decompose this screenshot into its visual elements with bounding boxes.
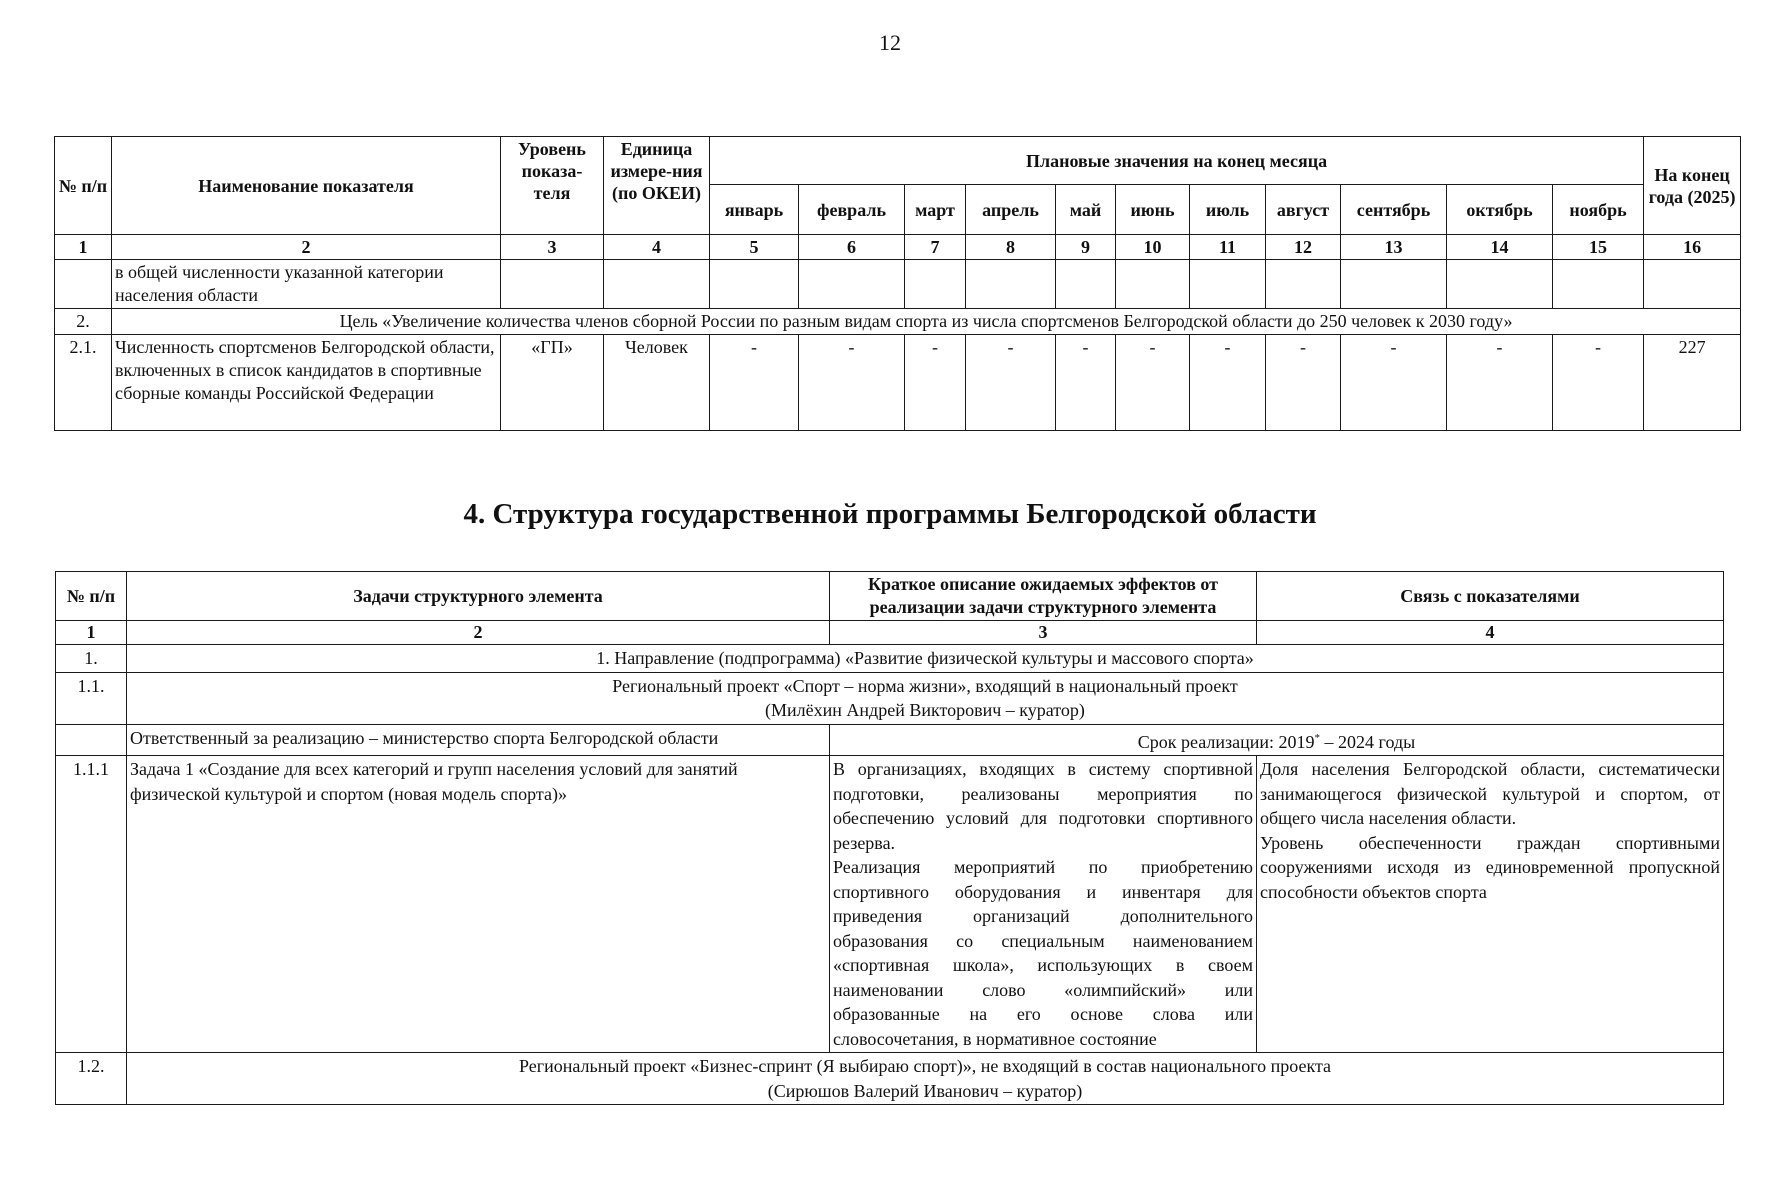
project2-text — [127, 1053, 1724, 1105]
month-value: - — [1190, 335, 1266, 431]
column-number: 13 — [1341, 235, 1447, 260]
cell-empty — [1644, 260, 1741, 309]
effect-paragraph: Реализация мероприятий по приобретению спортивного оборудования и инвентаря для приведения организаций дополнительного образования со специальным наименованием «спортивная школа», использующих в своем наименовании слово «олимпийский» или образованные на его основе слова или словосочетания, в нормативное состояние — [833, 857, 1253, 1049]
indicators-table — [54, 136, 1741, 431]
column-number: 16 — [1644, 235, 1741, 260]
project-num: 1.1. — [56, 672, 127, 724]
cell-empty — [1116, 260, 1190, 309]
column-number: 3 — [501, 235, 604, 260]
header-month: ноябрь — [1553, 185, 1644, 235]
indicator-unit: Человек — [604, 335, 710, 431]
project-title: Региональный проект «Спорт – норма жизни», входящий в национальный проект — [612, 675, 1238, 696]
column-number: 3 — [830, 621, 1257, 645]
indicator-name: в общей численности указанной категории населения области — [112, 260, 501, 309]
task-text: Задача 1 «Создание для всех категорий и групп населения условий для занятий физической культурой и спортом (новая модель спорта)» — [127, 756, 830, 1053]
project2-curator: (Сирюшов Валерий Иванович – куратор) — [767, 1080, 1083, 1101]
cell-empty — [905, 260, 966, 309]
header-month: апрель — [966, 185, 1056, 235]
header-month: июль — [1190, 185, 1266, 235]
cell-empty — [1190, 260, 1266, 309]
cell-empty — [799, 260, 905, 309]
month-value: - — [1341, 335, 1447, 431]
link-paragraph: Уровень обеспеченности граждан спортивными сооружениями исходя из единовременной пропускной способности объектов спорта — [1260, 832, 1720, 902]
header-effects: Краткое описание ожидаемых эффектов от реализации задачи структурного элемента — [830, 572, 1257, 621]
cell-empty — [1553, 260, 1644, 309]
column-number: 5 — [710, 235, 799, 260]
indicator-num: 2.1. — [55, 335, 112, 431]
header-num: № п/п — [55, 137, 112, 235]
goal-row — [55, 309, 1741, 335]
column-number: 8 — [966, 235, 1056, 260]
continuation-row — [55, 260, 1741, 309]
task-row — [56, 756, 1724, 1053]
project-curator: (Милёхин Андрей Викторович – куратор) — [765, 700, 1085, 720]
column-number: 1 — [55, 235, 112, 260]
goal-num: 2. — [55, 309, 112, 335]
header-month: май — [1056, 185, 1116, 235]
direction-text: 1. Направление (подпрограмма) «Развитие физической культуры и массового спорта» — [127, 645, 1724, 673]
column-number: 9 — [1056, 235, 1116, 260]
indicator-level: «ГП» — [501, 335, 604, 431]
project2-row — [56, 1053, 1724, 1105]
term-prefix: Срок реализации: 2019 — [1137, 731, 1315, 752]
column-number: 2 — [112, 235, 501, 260]
column-number: 15 — [1553, 235, 1644, 260]
goal-text: Цель «Увеличение количества членов сборной России по разным видам спорта из числа спортсменов Белгородской области до 250 человек к 2030 году» — [112, 309, 1741, 335]
header-unit: Единица измере-ния (по ОКЕИ) — [604, 137, 710, 235]
month-value: - — [710, 335, 799, 431]
cell-empty — [55, 260, 112, 309]
month-value: - — [1266, 335, 1341, 431]
column-number: 12 — [1266, 235, 1341, 260]
header-tasks: Задачи структурного элемента — [127, 572, 830, 621]
cell-empty — [56, 724, 127, 756]
term-footnote-mark: * — [1314, 731, 1321, 744]
indicator-row — [55, 335, 1741, 431]
effect-paragraph: В организациях, входящих в систему спортивной подготовки, реализованы мероприятия по обеспечению условий для подготовки спортивного резерва. — [833, 759, 1253, 853]
header-month: март — [905, 185, 966, 235]
cell-empty — [710, 260, 799, 309]
header-month: сентябрь — [1341, 185, 1447, 235]
cell-empty — [966, 260, 1056, 309]
structure-table — [55, 571, 1724, 1105]
cell-empty — [1056, 260, 1116, 309]
header-month: июнь — [1116, 185, 1190, 235]
header-year-end: На конец года (2025) — [1644, 137, 1741, 235]
header-level: Уровень показа-теля — [501, 137, 604, 235]
project-text — [127, 672, 1724, 724]
responsible-text: Ответственный за реализацию – министерство спорта Белгородской области — [127, 724, 830, 756]
term-suffix: – 2024 годы — [1320, 731, 1416, 752]
project2-num: 1.2. — [56, 1053, 127, 1105]
term-text — [830, 724, 1724, 756]
column-number: 7 — [905, 235, 966, 260]
year-end-value: 227 — [1644, 335, 1741, 431]
column-number: 2 — [127, 621, 830, 645]
header-name: Наименование показателя — [112, 137, 501, 235]
section-title: 4. Структура государственной программы Белгородской области — [463, 498, 1317, 530]
page-number: 12 — [879, 30, 901, 55]
month-value: - — [1553, 335, 1644, 431]
month-value: - — [799, 335, 905, 431]
column-number: 1 — [56, 621, 127, 645]
month-value: - — [1116, 335, 1190, 431]
header-num: № п/п — [56, 572, 127, 621]
column-number: 4 — [604, 235, 710, 260]
header-link: Связь с показателями — [1257, 572, 1724, 621]
header-planned: Плановые значения на конец месяца — [710, 137, 1644, 185]
header-month: февраль — [799, 185, 905, 235]
responsible-row — [56, 724, 1724, 756]
month-value: - — [1056, 335, 1116, 431]
cell-empty — [1447, 260, 1553, 309]
column-number: 10 — [1116, 235, 1190, 260]
project2-title: Региональный проект «Бизнес-спринт (Я выбираю спорт)», не входящий в состав национального проекта — [518, 1056, 1332, 1076]
project-row — [56, 672, 1724, 724]
month-value: - — [966, 335, 1056, 431]
month-value: - — [905, 335, 966, 431]
direction-row — [56, 645, 1724, 673]
effects-cell — [830, 756, 1257, 1053]
cell-empty — [1266, 260, 1341, 309]
indicator-name: Численность спортсменов Белгородской области, включенных в список кандидатов в спортивные сборные команды Российской Федерации — [112, 335, 501, 431]
column-number: 14 — [1447, 235, 1553, 260]
column-number: 4 — [1257, 621, 1724, 645]
header-month: январь — [710, 185, 799, 235]
cell-empty — [501, 260, 604, 309]
link-paragraph: Доля населения Белгородской области, систематически занимающегося физической культурой и спортом, от общего числа населения области. — [1260, 759, 1720, 828]
cell-empty — [604, 260, 710, 309]
column-number: 6 — [799, 235, 905, 260]
column-number: 11 — [1190, 235, 1266, 260]
links-cell — [1257, 756, 1724, 1053]
cell-empty — [1341, 260, 1447, 309]
task-num: 1.1.1 — [56, 756, 127, 1053]
month-value: - — [1447, 335, 1553, 431]
header-month: октябрь — [1447, 185, 1553, 235]
direction-num: 1. — [56, 645, 127, 673]
header-month: август — [1266, 185, 1341, 235]
